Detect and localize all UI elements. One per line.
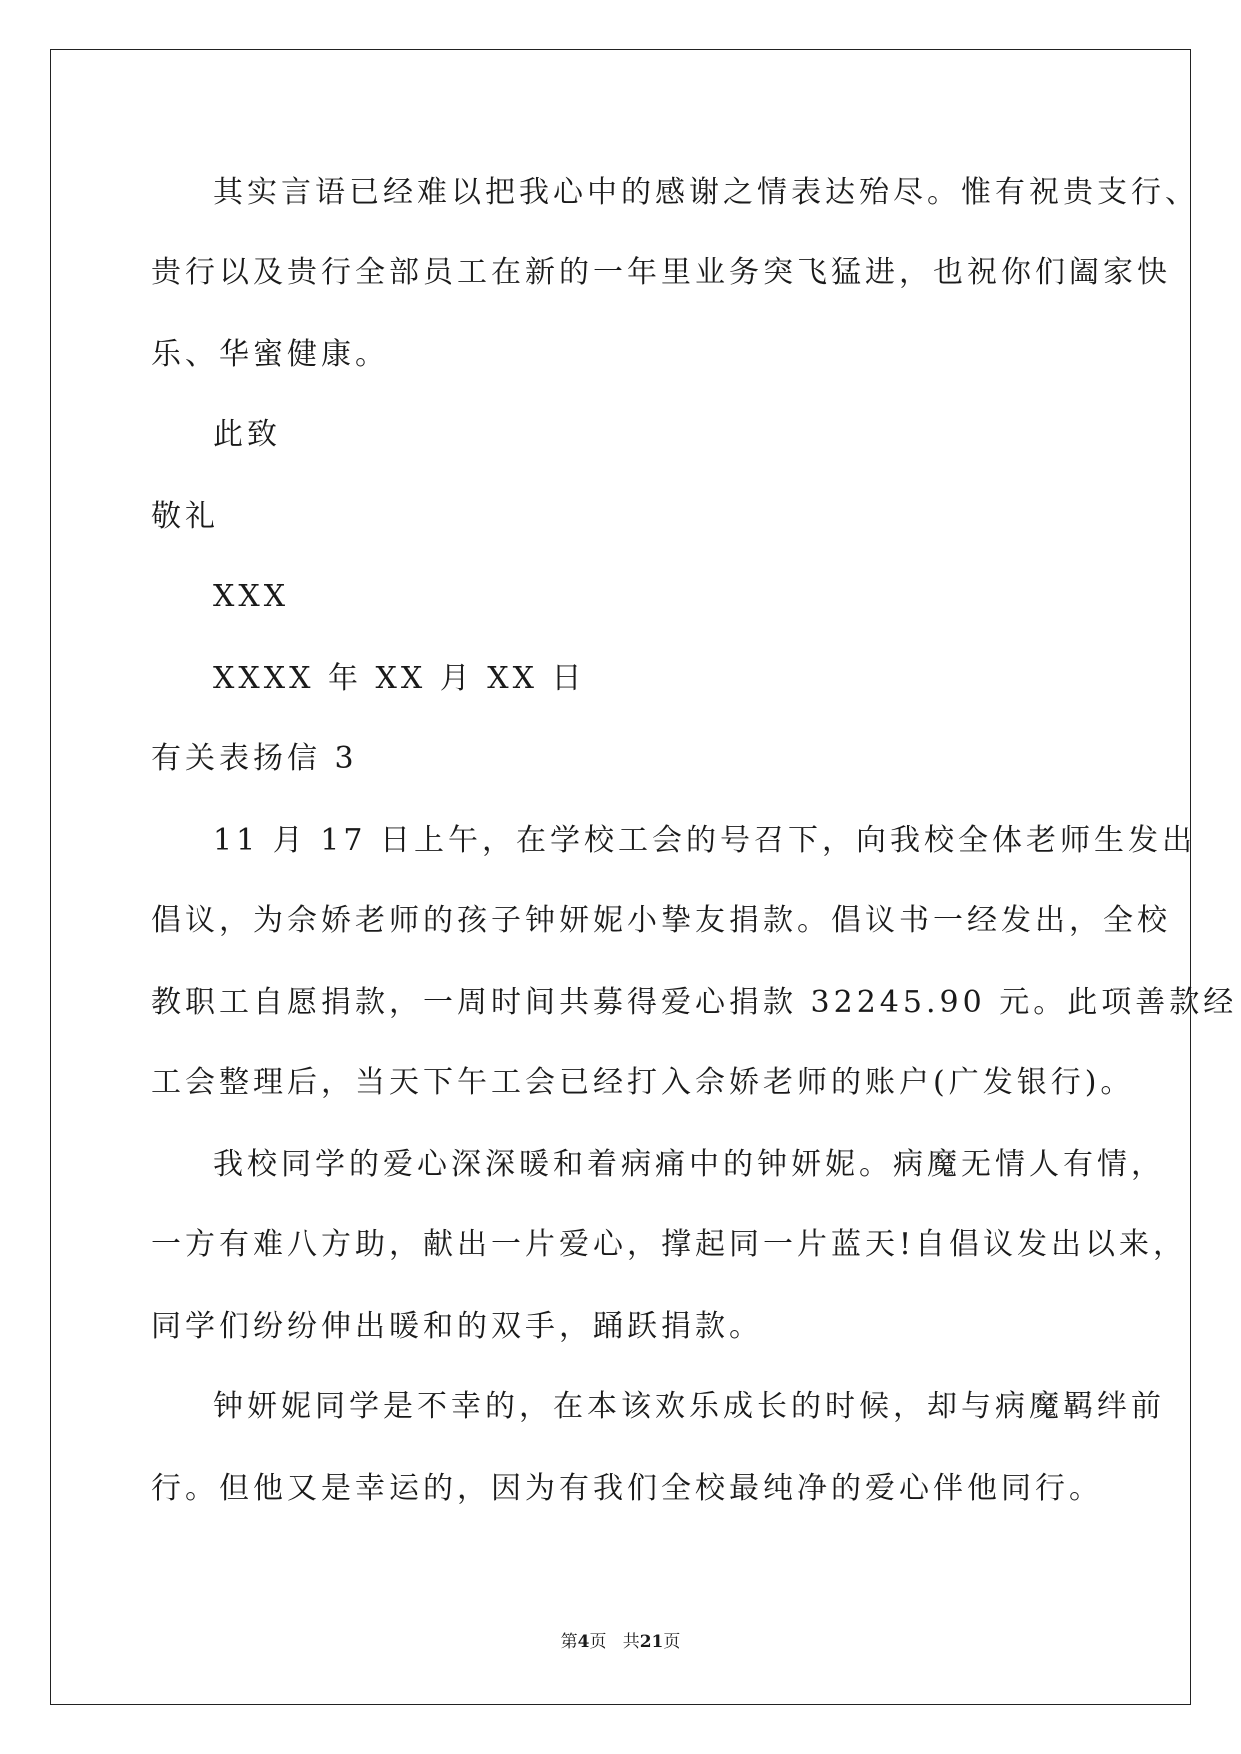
- body-paragraph-line: 同学们纷纷伸出暖和的双手，踊跃捐款。: [151, 1309, 763, 1344]
- footer-prefix: 第: [560, 1632, 578, 1652]
- body-paragraph-line: 倡议，为佘娇老师的孩子钟妍妮小挚友捐款。倡议书一经发出，全校: [151, 903, 1171, 938]
- total-pages: 21: [639, 1632, 664, 1652]
- body-paragraph-line: 钟妍妮同学是不幸的，在本该欢乐成长的时候，却与病魔羁绊前: [213, 1389, 1165, 1424]
- body-paragraph-line: 11 月 17 日上午，在学校工会的号召下，向我校全体老师生发出: [213, 823, 1196, 858]
- footer-total-suffix: 页: [663, 1632, 681, 1652]
- body-paragraph-line: 行。但他又是幸运的，因为有我们全校最纯净的爱心伴他同行。: [151, 1471, 1103, 1506]
- body-paragraph-line: 我校同学的爱心深深暖和着病痛中的钟妍妮。病魔无情人有情，: [213, 1147, 1165, 1182]
- signature-date: XXXX 年 XX 月 XX 日: [213, 661, 586, 696]
- closing-salutation: 此致: [213, 417, 281, 452]
- page-footer: [0, 1632, 1241, 1652]
- body-paragraph-line: 教职工自愿捐款，一周时间共募得爱心捐款 32245.90 元。此项善款经: [151, 985, 1238, 1020]
- body-paragraph-line: 一方有难八方助，献出一片爱心，撑起同一片蓝天!自倡议发出以来，: [151, 1227, 1188, 1262]
- footer-page-suffix: 页: [589, 1632, 607, 1652]
- body-paragraph-line: 乐、华蜜健康。: [151, 337, 389, 372]
- body-paragraph-line: 其实言语已经难以把我心中的感谢之情表达殆尽。惟有祝贵支行、: [213, 175, 1199, 210]
- page-number: 4: [577, 1632, 590, 1652]
- page-border: [50, 49, 1191, 1705]
- closing-regards: 敬礼: [151, 499, 219, 534]
- signature-name: XXX: [213, 579, 290, 614]
- body-paragraph-line: 贵行以及贵行全部员工在新的一年里业务突飞猛进，也祝你们阖家快: [151, 255, 1171, 290]
- section-heading: 有关表扬信 3: [151, 741, 358, 776]
- body-paragraph-line: 工会整理后，当天下午工会已经打入佘娇老师的账户(广发银行)。: [151, 1065, 1135, 1100]
- footer-total-prefix: 共: [622, 1632, 640, 1652]
